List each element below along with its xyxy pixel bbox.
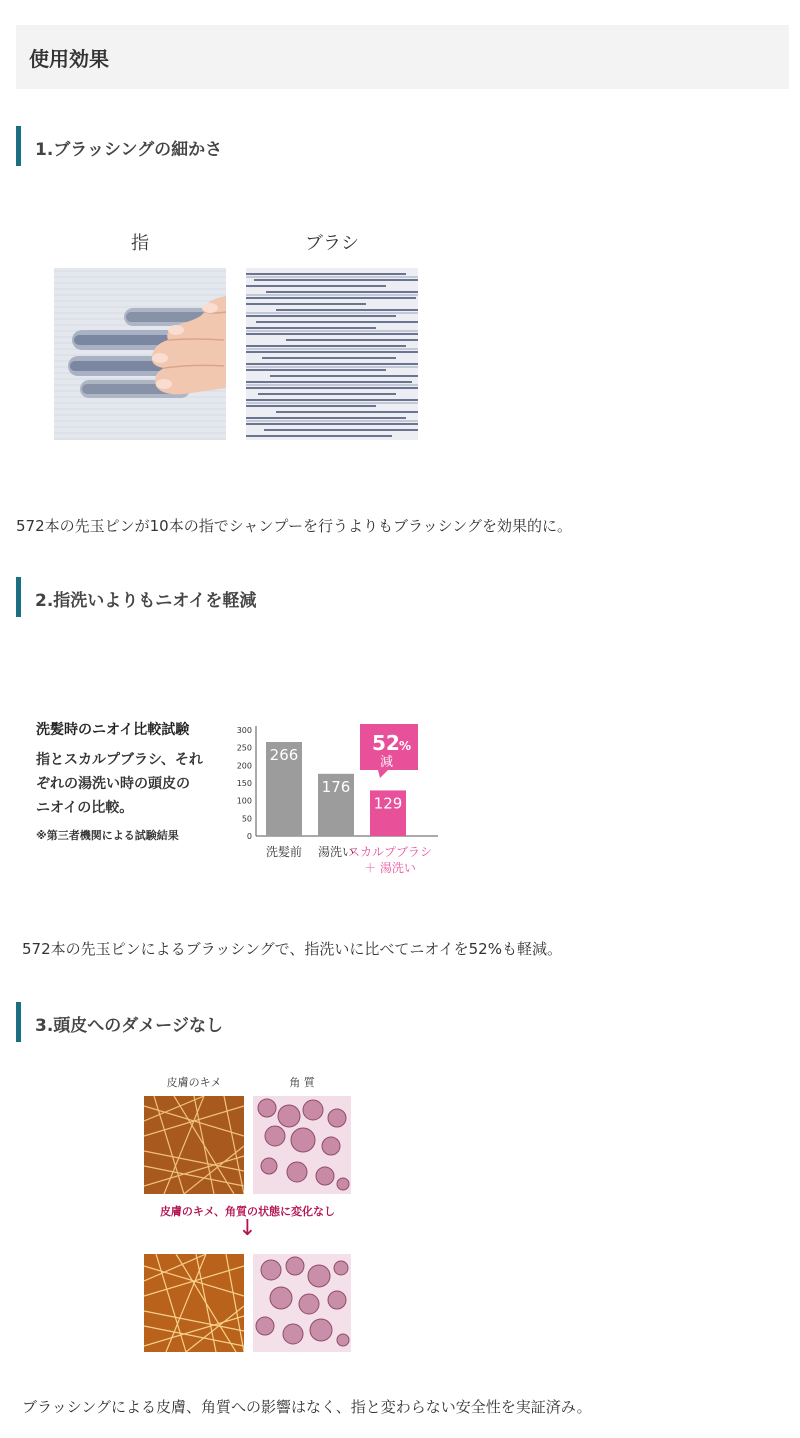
- reduction-badge: [360, 724, 418, 778]
- chart-title: 洗髪時のニオイ比較試験: [36, 722, 190, 738]
- chart-desc-line-1: 指とスカルプブラシ、それ: [36, 752, 203, 768]
- image-label-keratin: 角 質: [289, 1076, 315, 1089]
- odor-comparison-chart: [30, 708, 450, 888]
- chart-desc-line-2: ぞれの湯洗い時の頭皮の: [36, 776, 190, 792]
- y-tick-label: 100: [236, 796, 252, 806]
- section-title-1: 1.ブラッシングの細かさ: [35, 140, 223, 160]
- section-heading-2: [16, 577, 257, 617]
- skin-texture-after-photo: [144, 1254, 244, 1352]
- y-tick-label: 150: [236, 779, 252, 788]
- badge-value: 52: [372, 731, 400, 755]
- bar-value-label: 129: [373, 794, 403, 813]
- category-label: スカルプブラシ: [347, 845, 433, 859]
- no-change-text: 皮膚のキメ、角質の状態に変化なし: [159, 1205, 336, 1218]
- section-1-caption: 572本の先玉ピンが10本の指でシャンプーを行うよりもブラッシングを効果的に。: [16, 517, 572, 535]
- category-label: 洗髪前: [265, 845, 303, 859]
- y-tick-label: 300: [236, 726, 252, 735]
- chart-desc-line-3: ニオイの比較。: [36, 800, 134, 816]
- down-arrow-icon: ↓: [238, 1216, 257, 1241]
- section-title-3: 3.頭皮へのダメージなし: [35, 1016, 223, 1036]
- page-title: 使用効果: [29, 47, 109, 71]
- keratin-after-photo: [253, 1254, 351, 1352]
- category-label: ＋ 湯洗い: [364, 861, 416, 875]
- section-heading-1: [16, 126, 223, 166]
- badge-text: 減: [380, 755, 394, 770]
- skin-texture-before-photo: [144, 1096, 244, 1194]
- y-tick-label: 250: [236, 743, 252, 753]
- badge-unit: %: [399, 739, 412, 753]
- image-label-finger: 指: [131, 233, 149, 254]
- section-3-caption: ブラッシングによる皮膚、角質への影響はなく、指と変わらない安全性を実証済み。: [22, 1398, 592, 1416]
- brush-wash-photo: [246, 268, 418, 440]
- category-label: 湯洗い: [317, 845, 355, 859]
- section-title-2: 2.指洗いよりもニオイを軽減: [35, 591, 257, 611]
- finger-wash-photo: [54, 268, 226, 440]
- chart-note: ※第三者機関による試験結果: [36, 829, 179, 842]
- bar-value-label: 176: [321, 777, 351, 796]
- keratin-before-photo: [253, 1096, 351, 1194]
- image-label-brush: ブラシ: [305, 233, 359, 254]
- page-header: [16, 25, 789, 89]
- y-tick-label: 0: [246, 832, 252, 841]
- y-tick-label: 50: [241, 814, 252, 824]
- bar-value-label: 266: [269, 746, 299, 765]
- y-tick-label: 200: [236, 761, 252, 771]
- section-2-caption: 572本の先玉ピンによるブラッシングで、指洗いに比べてニオイを52%も軽減。: [22, 940, 562, 958]
- section-heading-3: [16, 1002, 223, 1042]
- image-label-skin-texture: 皮膚のキメ: [166, 1076, 222, 1089]
